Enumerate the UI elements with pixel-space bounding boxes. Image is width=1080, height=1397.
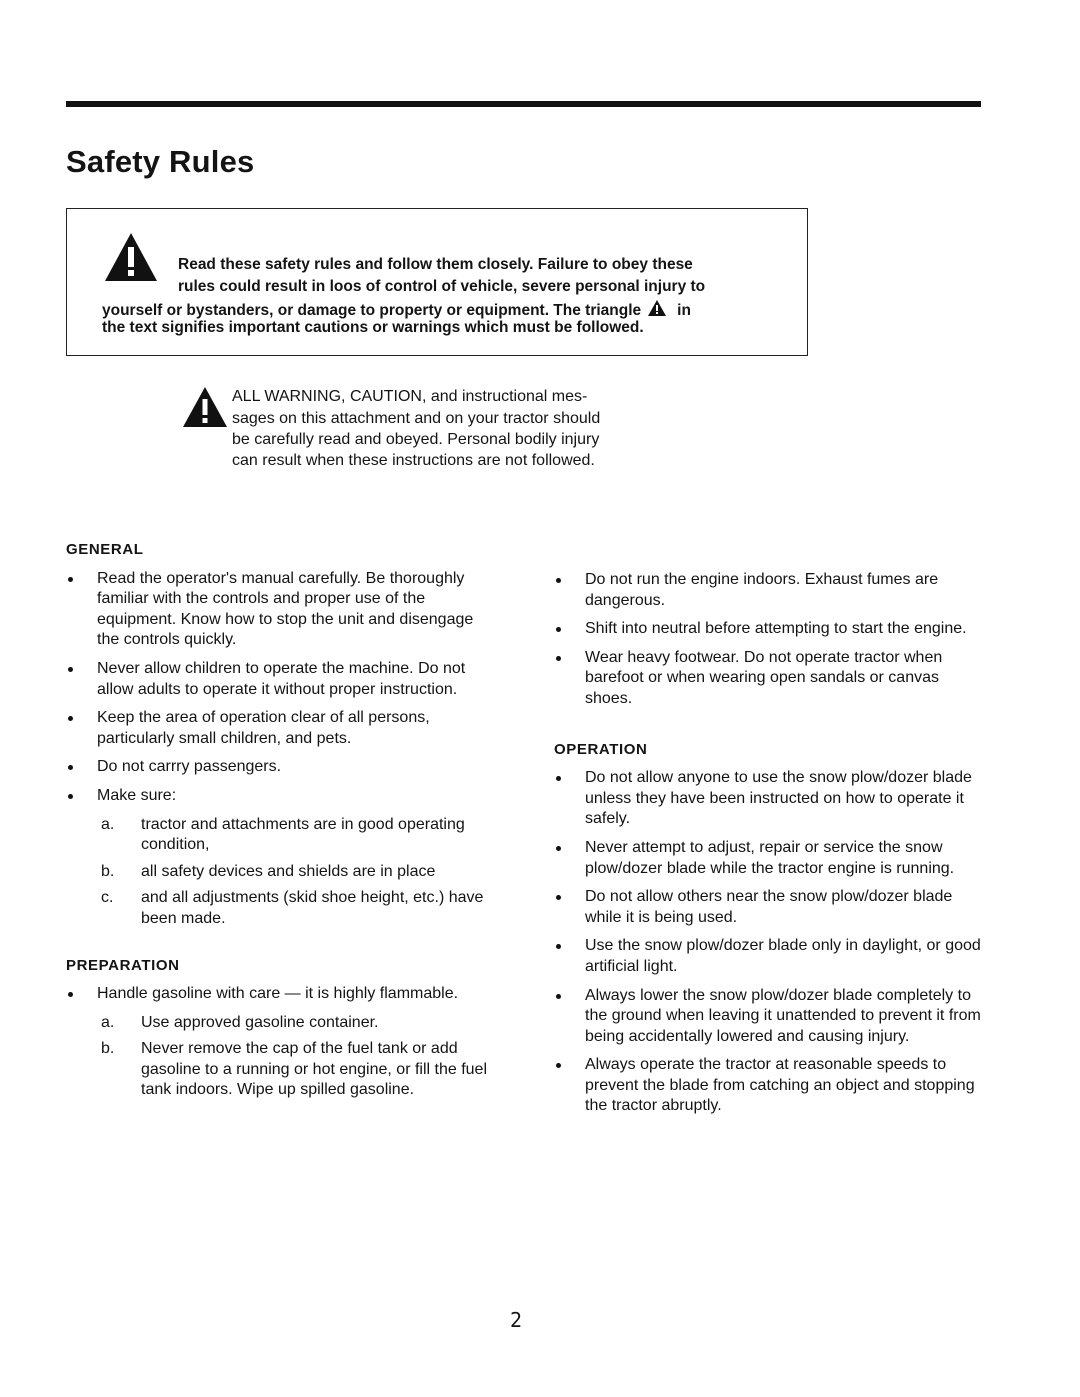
top-rule xyxy=(66,101,981,107)
bullet-dot xyxy=(68,794,73,799)
bullet-dot xyxy=(556,1063,561,1068)
list-item-text: Handle gasoline with care — it is highly flammable. xyxy=(97,985,459,1003)
list-item xyxy=(554,986,984,1048)
list-item-text: Never attempt to adjust, repair or service the snow plow/dozer blade while the tractor engine is running. xyxy=(585,838,955,877)
sub-item-mark: b. xyxy=(101,862,115,880)
inline-warning-triangle-icon xyxy=(647,299,667,317)
warning-line-2: rules could result in loos of control of vehicle, severe personal injury to xyxy=(178,278,706,295)
list-item xyxy=(554,887,984,928)
list-item xyxy=(66,984,496,1005)
list-item-text: Keep the area of operation clear of all persons, particularly small children, and pets. xyxy=(97,709,430,747)
page-title: Safety Rules xyxy=(66,144,255,179)
notice-line-4: can result when these instructions are not followed. xyxy=(232,452,595,469)
sub-item-text: Use approved gasoline container. xyxy=(141,1013,379,1031)
section-heading-preparation: PREPARATION xyxy=(66,956,180,974)
notice-line-2: sages on this attachment and on your tractor should xyxy=(232,410,601,427)
bullet-dot xyxy=(556,846,561,851)
left-column xyxy=(66,540,496,1107)
list-item xyxy=(554,936,984,977)
sub-item-mark: b. xyxy=(101,1040,115,1058)
bullet-dot xyxy=(556,578,561,583)
sub-item-text: all safety devices and shields are in place xyxy=(141,862,436,880)
warning-line-3-end: in xyxy=(677,302,691,319)
sub-item xyxy=(66,815,496,856)
notice-line-3: be carefully read and obeyed. Personal bodily injury xyxy=(232,431,600,448)
sub-item xyxy=(66,888,496,929)
bullet-dot xyxy=(556,627,561,632)
warning-line-3 xyxy=(102,299,691,320)
list-item-text: Do not allow others near the snow plow/dozer blade while it is being used. xyxy=(585,888,953,926)
right-column xyxy=(554,570,984,1125)
list-item xyxy=(554,570,984,611)
bullet-dot xyxy=(556,776,561,781)
sub-item-mark: c. xyxy=(101,889,114,907)
list-item-text: Do not allow anyone to use the snow plow/dozer blade unless they have been instructed on how to operate it safely. xyxy=(585,769,972,828)
list-item-text: Shift into neutral before attempting to start the engine. xyxy=(585,620,967,638)
list-item xyxy=(66,757,496,778)
list-item xyxy=(554,1055,984,1117)
warning-line-4: the text signifies important cautions or warnings which must be followed. xyxy=(102,319,644,336)
sub-item xyxy=(66,862,496,883)
list-item-text: Read the operator's manual carefully. Be thoroughly familiar with the controls and proper use of the equipment. Know how to stop the unit and disengage the controls quickly. xyxy=(97,569,474,649)
sub-item-text: Never remove the cap of the fuel tank or add gasoline to a running or hot engine, or fill the fuel tank indoors. Wipe up spilled gasoline. xyxy=(141,1040,488,1099)
list-item-text: Always operate the tractor at reasonable speeds to prevent the blade from catching an object and stopping the tractor abruptly. xyxy=(585,1056,975,1115)
list-item-text: Make sure: xyxy=(97,786,177,804)
bullet-dot xyxy=(68,765,73,770)
bullet-dot xyxy=(556,895,561,900)
section-heading-general: GENERAL xyxy=(66,541,144,558)
list-item xyxy=(66,786,496,807)
list-item xyxy=(554,648,984,710)
list-item xyxy=(554,838,984,879)
sub-item-text: and all adjustments (skid shoe height, etc.) have been made. xyxy=(141,889,484,927)
sub-item-mark: a. xyxy=(101,815,115,833)
list-item-text: Do not run the engine indoors. Exhaust fumes are dangerous. xyxy=(585,571,939,609)
list-item-text: Always lower the snow plow/dozer blade completely to the ground when leaving it unattended to prevent it from being accidentally lowered and causing injury. xyxy=(585,986,981,1045)
safety-warning-box xyxy=(66,208,808,356)
caution-triangle-icon xyxy=(181,385,229,429)
list-item xyxy=(554,768,984,830)
bullet-dot xyxy=(68,667,73,672)
bullet-dot xyxy=(556,944,561,949)
list-item-text: Do not carrry passengers. xyxy=(97,758,282,776)
notice-line-1: ALL WARNING, CAUTION, and instructional mes- xyxy=(232,388,588,405)
sub-item-mark: a. xyxy=(101,1013,115,1031)
bullet-dot xyxy=(556,994,561,999)
bullet-dot xyxy=(556,656,561,661)
sub-item xyxy=(66,1013,496,1034)
list-item xyxy=(66,569,496,651)
bullet-dot xyxy=(68,992,73,997)
list-item-text: Never allow children to operate the machine. Do not allow adults to operate it without proper instruction. xyxy=(97,659,466,698)
list-item xyxy=(66,659,496,700)
list-item xyxy=(554,619,984,640)
warning-line-1: Read these safety rules and follow them closely. Failure to obey these xyxy=(178,256,693,273)
bullet-dot xyxy=(68,577,73,582)
list-item-text: Use the snow plow/dozer blade only in daylight, or good artificial light. xyxy=(585,937,981,975)
warning-triangle-icon xyxy=(103,231,159,283)
section-heading-operation: OPERATION xyxy=(554,740,648,758)
sub-item-text: tractor and attachments are in good operating condition, xyxy=(141,815,465,854)
sub-item xyxy=(66,1039,496,1101)
page-number: 2 xyxy=(510,1308,523,1332)
bullet-dot xyxy=(68,716,73,721)
list-item-text: Wear heavy footwear. Do not operate tractor when barefoot or when wearing open sandals or canvas shoes. xyxy=(585,648,943,707)
warning-line-3-text: yourself or bystanders, or damage to property or equipment. The triangle xyxy=(102,302,642,319)
list-item xyxy=(66,708,496,749)
